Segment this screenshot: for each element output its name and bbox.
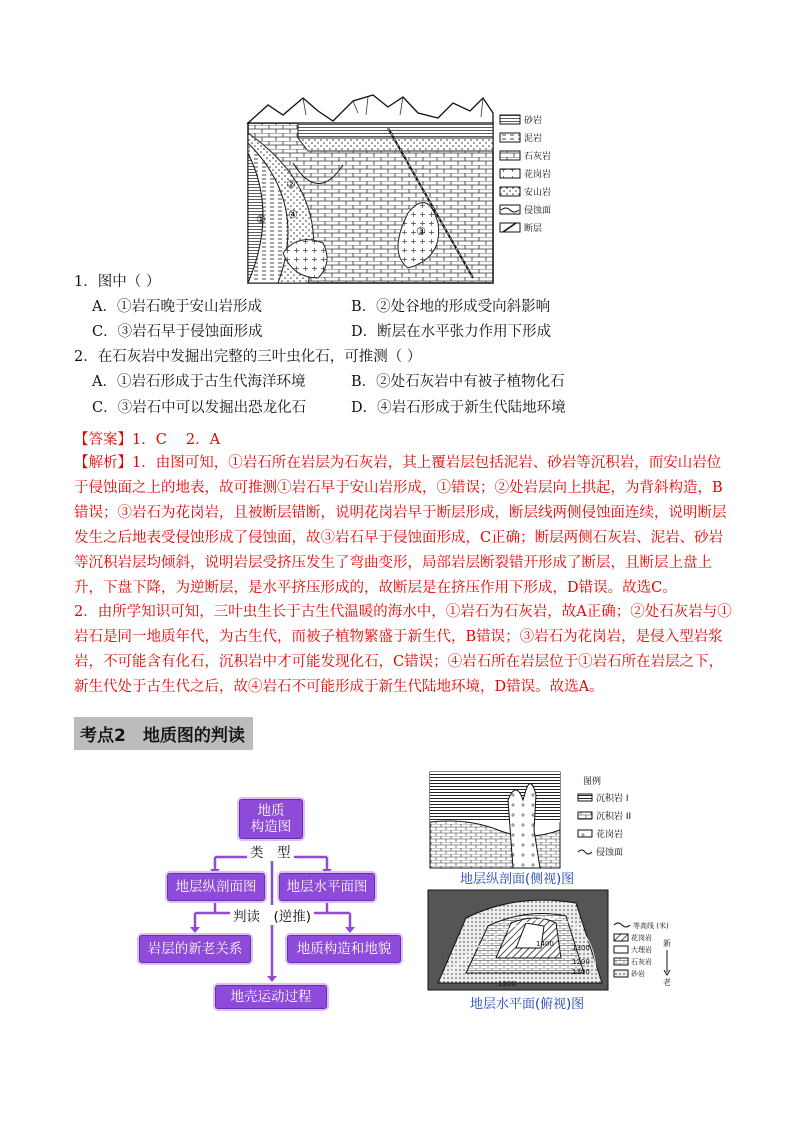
legend-erosion-surface: 侵蚀面 <box>524 206 552 216</box>
question-2-option-b: B．②处石灰岩中有被子植物化石 <box>351 374 565 390</box>
marker-3: ③ <box>416 225 426 238</box>
fig3-arrow-new: 新 <box>663 939 671 948</box>
fig3-legend-sandstone: 砂岩 <box>631 970 645 978</box>
figure1-legend <box>500 114 551 234</box>
fig3-legend-granite: 花岗岩 <box>631 934 652 942</box>
marker-2: ② <box>286 178 296 191</box>
analysis-paragraph-1: 【解析】1．由图可知，①岩石所在岩层为石灰岩，其上覆岩层包括泥岩、砂岩等沉积岩，而安山岩位于侵蚀面之上的地表，故可推测①岩石早于安山岩形成，①错误；②处岩层向上拱起，为背斜构造，B错误；③岩石为花岗岩，且被断层错断，说明花岗岩早于断层形成，断层线两侧侵蚀面连续，说明断层发生之后地表受侵蚀形成了侵蚀面，故③岩石早于侵蚀面形成，C正确；断层两侧石灰岩、泥岩、砂岩等沉积岩层均倾斜，说明岩层受挤压发生了弯曲变形，局部岩层断裂错开形成了断层，且断层上盘上升，下盘下降，为逆断层，是水平挤压形成的，故断层是在挤压作用下形成，D错误。故选C。 <box>74 455 727 596</box>
horizontal-plan-figure <box>426 888 678 993</box>
fig2-legend-erosion: 侵蚀面 <box>596 848 624 858</box>
answer-line: 【答案】1．C 2．A <box>74 432 221 448</box>
fig3-arrow-old: 老 <box>663 978 671 987</box>
legend-limestone: 石灰岩 <box>524 152 552 162</box>
fig3-legend-limestone: 石灰岩 <box>631 958 652 966</box>
question-1-option-c: C．③岩石早于侵蚀面形成 <box>92 324 263 340</box>
legend-granite: 花岗岩 <box>524 170 552 180</box>
legend-sandstone: 砂岩 <box>524 116 543 126</box>
fig3-contour-1200-a: 1200 <box>572 958 590 966</box>
analysis-paragraph-2: 2．由所学知识可知，三叶虫生长于古生代温暖的海水中，①岩石为石灰岩，故A正确；②处石灰岩与①岩石是同一地质年代，为古生代，而被子植物繁盛于新生代，B错误；③岩石为花岗岩，是侵入型岩浆岩，不可能含有化石，沉积岩中才可能发现化石，C错误；④岩石所在岩层位于①岩石所在岩层之下，新生代处于古生代之后，故④岩石不可能形成于新生代陆地环境，D错误。故选A。 <box>74 604 732 695</box>
fig2-legend-sed2: 沉积岩 II <box>596 812 632 822</box>
fig2-legend-granite: 花岗岩 <box>596 830 624 840</box>
question-1-option-d: D．断层在水平张力作用下形成 <box>351 324 552 340</box>
fig2-legend-title: 图例 <box>583 777 602 787</box>
fig2-caption: 地层纵剖面(侧视)图 <box>460 872 575 887</box>
fig2-legend-sed1: 沉积岩 I <box>596 794 629 804</box>
question-2-stem: 2．在石灰岩中发掘出完整的三叶虫化石，可推测（ ） <box>74 349 422 365</box>
fig3-contour-1200-b: 1200 <box>498 980 516 988</box>
flow-type-label: 类 型 <box>247 841 294 861</box>
legend-mudstone: 泥岩 <box>524 134 543 144</box>
flow-strata-age-box: 岩层的新老关系 <box>139 935 251 963</box>
flow-crust-movement-box: 地壳运动过程 <box>215 985 327 1009</box>
flowchart <box>135 795 405 1010</box>
vertical-section-figure <box>428 770 678 870</box>
fig3-legend-marble: 大理岩 <box>631 946 652 954</box>
question-2-option-d: D．④岩石形成于新生代陆地环境 <box>351 400 566 416</box>
flow-read-label: 判读 (逆推) <box>230 905 314 925</box>
marker-4: ④ <box>288 208 298 221</box>
geologic-section-figure <box>238 93 568 288</box>
flow-structure-landform-box: 地质构造和地貌 <box>287 935 401 963</box>
fig3-contour-1400: 1400 <box>536 940 554 948</box>
flow-root-box: 地质 构造图 <box>239 799 303 839</box>
fig3-contour-1300-b: 1300 <box>572 968 590 976</box>
question-2-option-a: A．①岩石形成于古生代海洋环境 <box>92 374 306 390</box>
question-2-option-c: C．③岩石中可以发掘出恐龙化石 <box>92 400 307 416</box>
fig3-contour-1300-a: 1300 <box>572 944 590 952</box>
fig3-caption: 地层水平面(俯视)图 <box>470 997 585 1012</box>
flow-horizontal-plan-box: 地层水平面图 <box>279 873 375 901</box>
marker-1: ① <box>256 213 266 226</box>
flow-vertical-section-box: 地层纵剖面图 <box>167 873 265 901</box>
fig3-legend-contour: 等高线 (米) <box>633 922 669 930</box>
question-1-stem: 1．图中（ ） <box>74 274 161 290</box>
legend-andesite: 安山岩 <box>524 188 552 198</box>
section-heading: 考点2 地质图的判读 <box>74 717 253 750</box>
question-1-option-b: B．②处谷地的形成受向斜影响 <box>351 299 551 315</box>
legend-fault: 断层 <box>524 224 543 234</box>
question-1-option-a: A．①岩石晚于安山岩形成 <box>92 299 262 315</box>
